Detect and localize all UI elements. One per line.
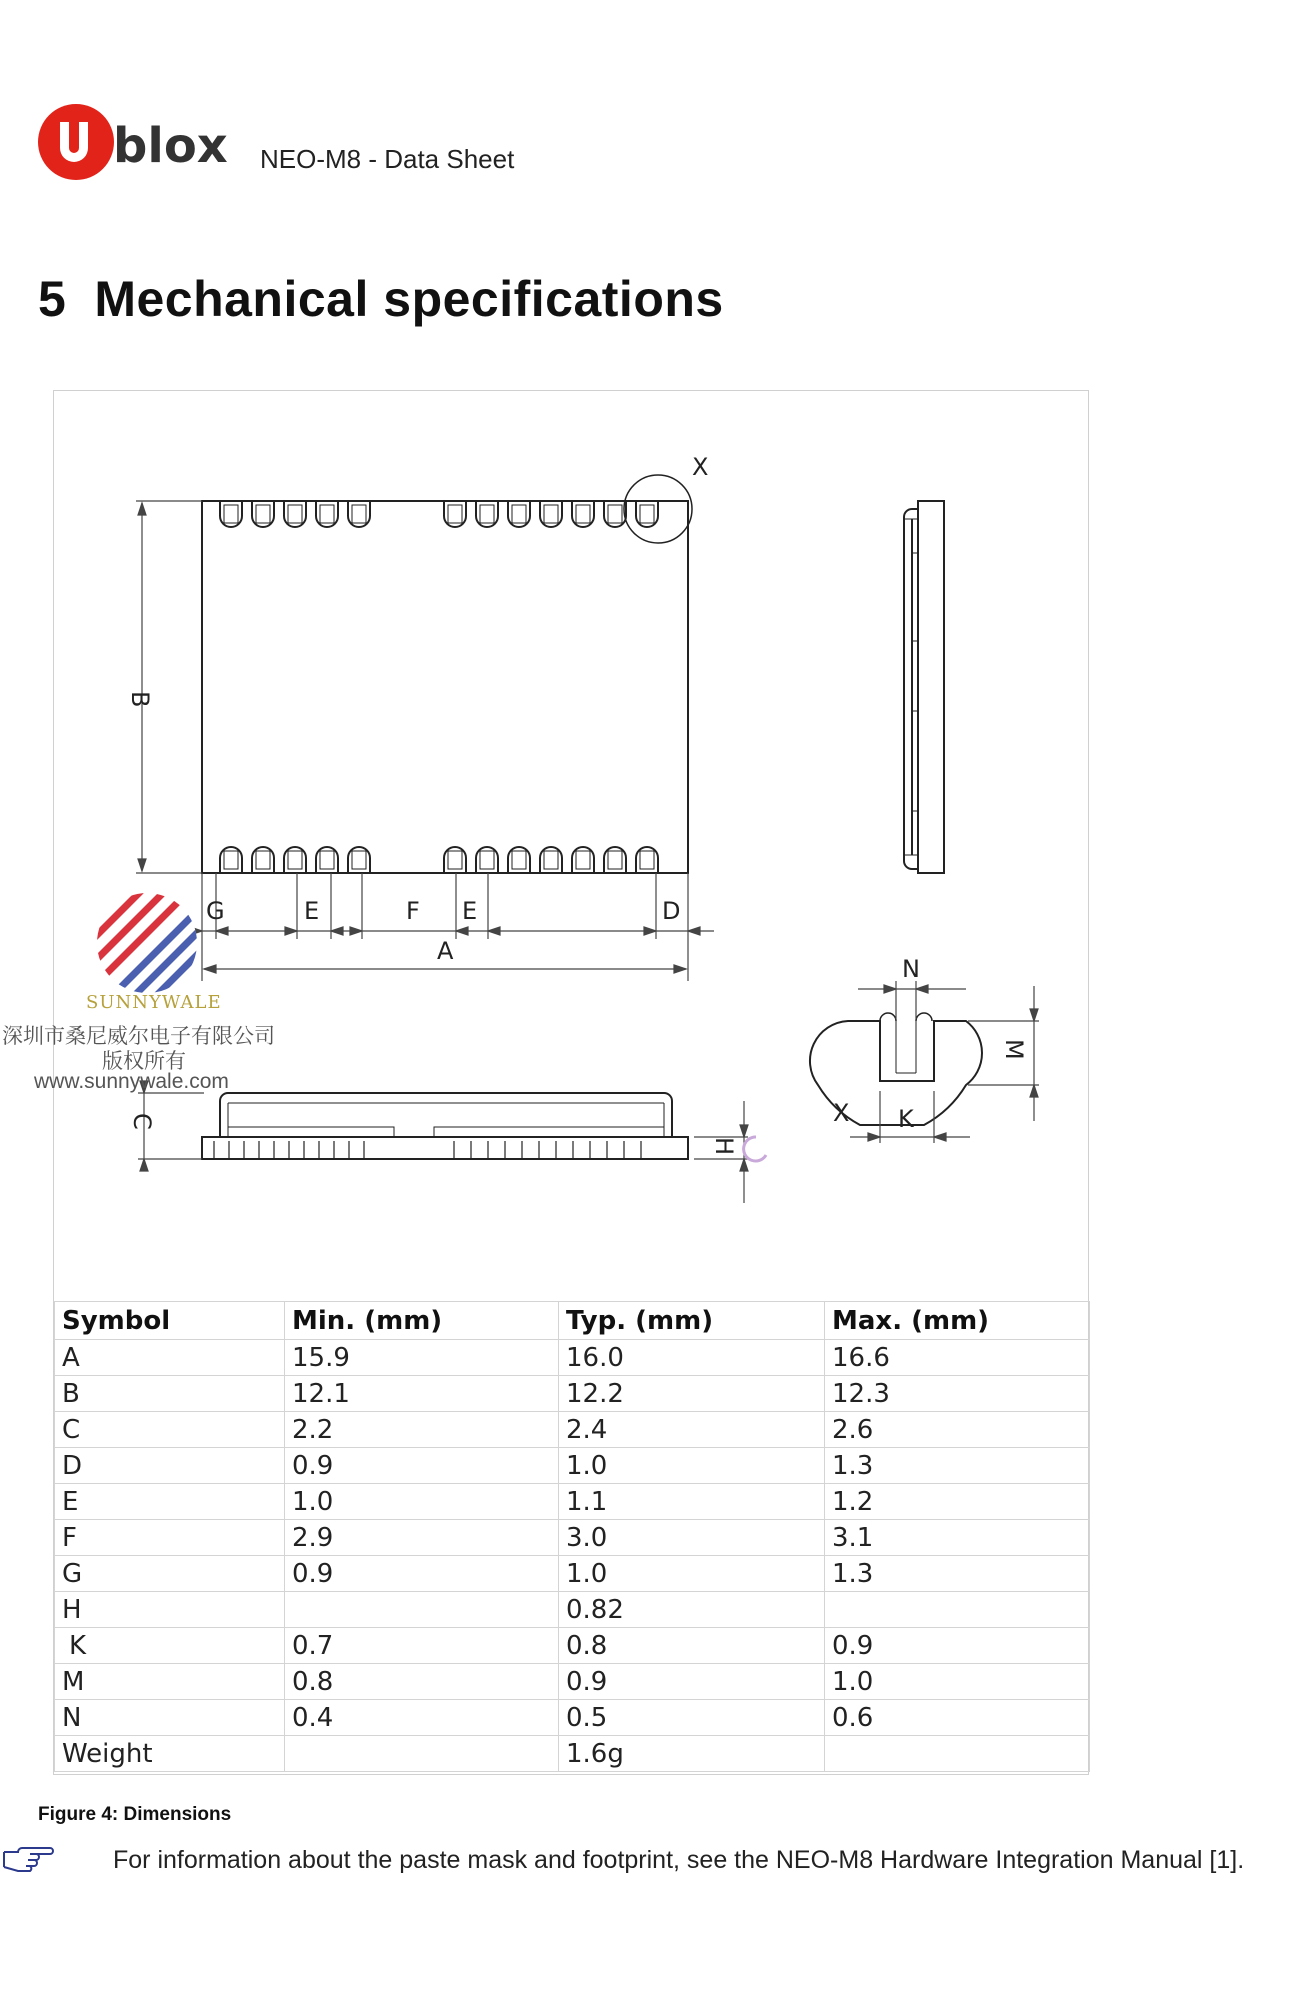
front-pads bbox=[214, 1141, 641, 1159]
pad bbox=[576, 851, 590, 869]
table-cell: 0.82 bbox=[559, 1592, 825, 1628]
pad bbox=[608, 851, 622, 869]
pad bbox=[480, 851, 494, 869]
label-e-right: E bbox=[462, 897, 478, 925]
table-cell: 16.0 bbox=[559, 1340, 825, 1376]
bottom-pads bbox=[220, 847, 658, 873]
ublox-logo bbox=[36, 100, 236, 184]
pad bbox=[256, 505, 270, 523]
table-row bbox=[55, 1484, 1090, 1520]
page-header bbox=[36, 100, 736, 184]
table-cell: 0.9 bbox=[825, 1628, 1090, 1664]
table-cell: 0.8 bbox=[285, 1664, 559, 1700]
table-cell: 1.0 bbox=[559, 1448, 825, 1484]
pad bbox=[352, 851, 366, 869]
section-title-text: Mechanical specifications bbox=[94, 271, 724, 327]
pad bbox=[544, 505, 558, 523]
pad bbox=[576, 505, 590, 523]
pad bbox=[288, 505, 302, 523]
label-a: A bbox=[437, 937, 454, 965]
figure-caption: Figure 4: Dimensions bbox=[38, 1804, 232, 1825]
table-cell: 1.2 bbox=[825, 1484, 1090, 1520]
pad bbox=[544, 851, 558, 869]
label-e-left: E bbox=[304, 897, 320, 925]
table-cell: C bbox=[55, 1412, 285, 1448]
table-cell: 0.9 bbox=[285, 1448, 559, 1484]
table-cell: H bbox=[55, 1592, 285, 1628]
pointing-hand-icon bbox=[2, 1842, 54, 1872]
label-f: F bbox=[406, 897, 420, 925]
table-cell: D bbox=[55, 1448, 285, 1484]
table-cell: 1.0 bbox=[825, 1664, 1090, 1700]
watermark-globe-icon bbox=[92, 890, 202, 996]
table-cell: 16.6 bbox=[825, 1340, 1090, 1376]
table-row bbox=[55, 1556, 1090, 1592]
table-cell bbox=[285, 1736, 559, 1772]
document-title: NEO-M8 - Data Sheet bbox=[260, 144, 515, 174]
table-cell: 2.2 bbox=[285, 1412, 559, 1448]
table-cell: 15.9 bbox=[285, 1340, 559, 1376]
table-cell: 2.6 bbox=[825, 1412, 1090, 1448]
label-c: C bbox=[128, 1113, 156, 1130]
table-cell: 1.0 bbox=[559, 1556, 825, 1592]
section-number: 5 bbox=[38, 271, 67, 327]
table-cell: 0.6 bbox=[825, 1700, 1090, 1736]
dimension-b bbox=[136, 501, 202, 873]
table-cell: 1.1 bbox=[559, 1484, 825, 1520]
label-h: H bbox=[710, 1137, 738, 1156]
table-cell: 2.4 bbox=[559, 1412, 825, 1448]
table-header: Typ. (mm) bbox=[559, 1302, 825, 1340]
pad bbox=[256, 851, 270, 869]
table-row bbox=[55, 1412, 1090, 1448]
table-cell: 0.4 bbox=[285, 1700, 559, 1736]
table-cell: M bbox=[55, 1664, 285, 1700]
table-body bbox=[55, 1340, 1090, 1772]
table-cell: 12.2 bbox=[559, 1376, 825, 1412]
table-cell: A bbox=[55, 1340, 285, 1376]
pad bbox=[320, 851, 334, 869]
pad bbox=[448, 505, 462, 523]
table-cell: 0.8 bbox=[559, 1628, 825, 1664]
table-cell: 12.3 bbox=[825, 1376, 1090, 1412]
logo-wordmark: blox bbox=[113, 118, 228, 174]
pad bbox=[512, 851, 526, 869]
table-cell: 1.6g bbox=[559, 1736, 825, 1772]
pad bbox=[640, 851, 654, 869]
top-view bbox=[202, 453, 708, 873]
table-cell: 1.3 bbox=[825, 1448, 1090, 1484]
section-heading bbox=[38, 270, 724, 328]
mechanical-drawing bbox=[54, 391, 1090, 1301]
table-row bbox=[55, 1520, 1090, 1556]
watermark-brand: SUNNYWALE bbox=[86, 992, 222, 1013]
table-row bbox=[55, 1628, 1090, 1664]
table-cell: B bbox=[55, 1376, 285, 1412]
top-pads bbox=[220, 501, 658, 527]
table-cell bbox=[285, 1592, 559, 1628]
table-cell: 0.7 bbox=[285, 1628, 559, 1664]
table-cell: 0.5 bbox=[559, 1700, 825, 1736]
label-k: K bbox=[898, 1105, 914, 1133]
table-row bbox=[55, 1376, 1090, 1412]
table-cell bbox=[825, 1736, 1090, 1772]
table-cell: 0.9 bbox=[559, 1664, 825, 1700]
table-cell: F bbox=[55, 1520, 285, 1556]
pad bbox=[480, 505, 494, 523]
pad bbox=[512, 505, 526, 523]
watermark-rights: 版权所有 bbox=[102, 1050, 186, 1073]
table-row bbox=[55, 1700, 1090, 1736]
table-cell: 1.0 bbox=[285, 1484, 559, 1520]
table-cell: E bbox=[55, 1484, 285, 1520]
table-cell: 1.3 bbox=[825, 1556, 1090, 1592]
pad bbox=[224, 851, 238, 869]
pad bbox=[640, 505, 654, 523]
table-row bbox=[55, 1592, 1090, 1628]
table-cell: N bbox=[55, 1700, 285, 1736]
label-x-top: X bbox=[692, 453, 709, 481]
pad bbox=[224, 505, 238, 523]
table-cell: Weight bbox=[55, 1736, 285, 1772]
table-cell: G bbox=[55, 1556, 285, 1592]
pad bbox=[352, 505, 366, 523]
label-n: N bbox=[902, 955, 920, 983]
table-cell: 0.9 bbox=[285, 1556, 559, 1592]
dimensions-table bbox=[54, 1301, 1090, 1772]
watermark-url: www.sunnywale.com bbox=[34, 1070, 229, 1093]
table-cell: K bbox=[55, 1628, 285, 1664]
front-view-bottom bbox=[202, 1093, 688, 1159]
dimension-n bbox=[858, 981, 966, 1019]
table-cell: 3.1 bbox=[825, 1520, 1090, 1556]
label-g: G bbox=[206, 897, 225, 925]
pad bbox=[608, 505, 622, 523]
note-text: For information about the paste mask and footprint, see the NEO-M8 Hardware Integration Manual [1]. bbox=[113, 1846, 1245, 1874]
table-row bbox=[55, 1340, 1090, 1376]
table-row bbox=[55, 1448, 1090, 1484]
table-cell bbox=[825, 1592, 1090, 1628]
label-b: B bbox=[126, 691, 154, 708]
watermark-company: 深圳市桑尼威尔电子有限公司 bbox=[2, 1025, 275, 1048]
table-row bbox=[55, 1664, 1090, 1700]
pad bbox=[288, 851, 302, 869]
pad bbox=[320, 505, 334, 523]
label-d: D bbox=[662, 897, 681, 925]
pad bbox=[448, 851, 462, 869]
table-cell: 3.0 bbox=[559, 1520, 825, 1556]
side-view-right bbox=[904, 501, 944, 873]
table-header-row bbox=[55, 1302, 1090, 1340]
table-cell: 2.9 bbox=[285, 1520, 559, 1556]
table-row bbox=[55, 1736, 1090, 1772]
table-header: Min. (mm) bbox=[285, 1302, 559, 1340]
table-cell: 12.1 bbox=[285, 1376, 559, 1412]
table-header: Symbol bbox=[55, 1302, 285, 1340]
label-x-detail: X bbox=[833, 1099, 850, 1127]
table-header: Max. (mm) bbox=[825, 1302, 1090, 1340]
label-m: M bbox=[1000, 1039, 1028, 1060]
watermark bbox=[0, 890, 300, 1100]
